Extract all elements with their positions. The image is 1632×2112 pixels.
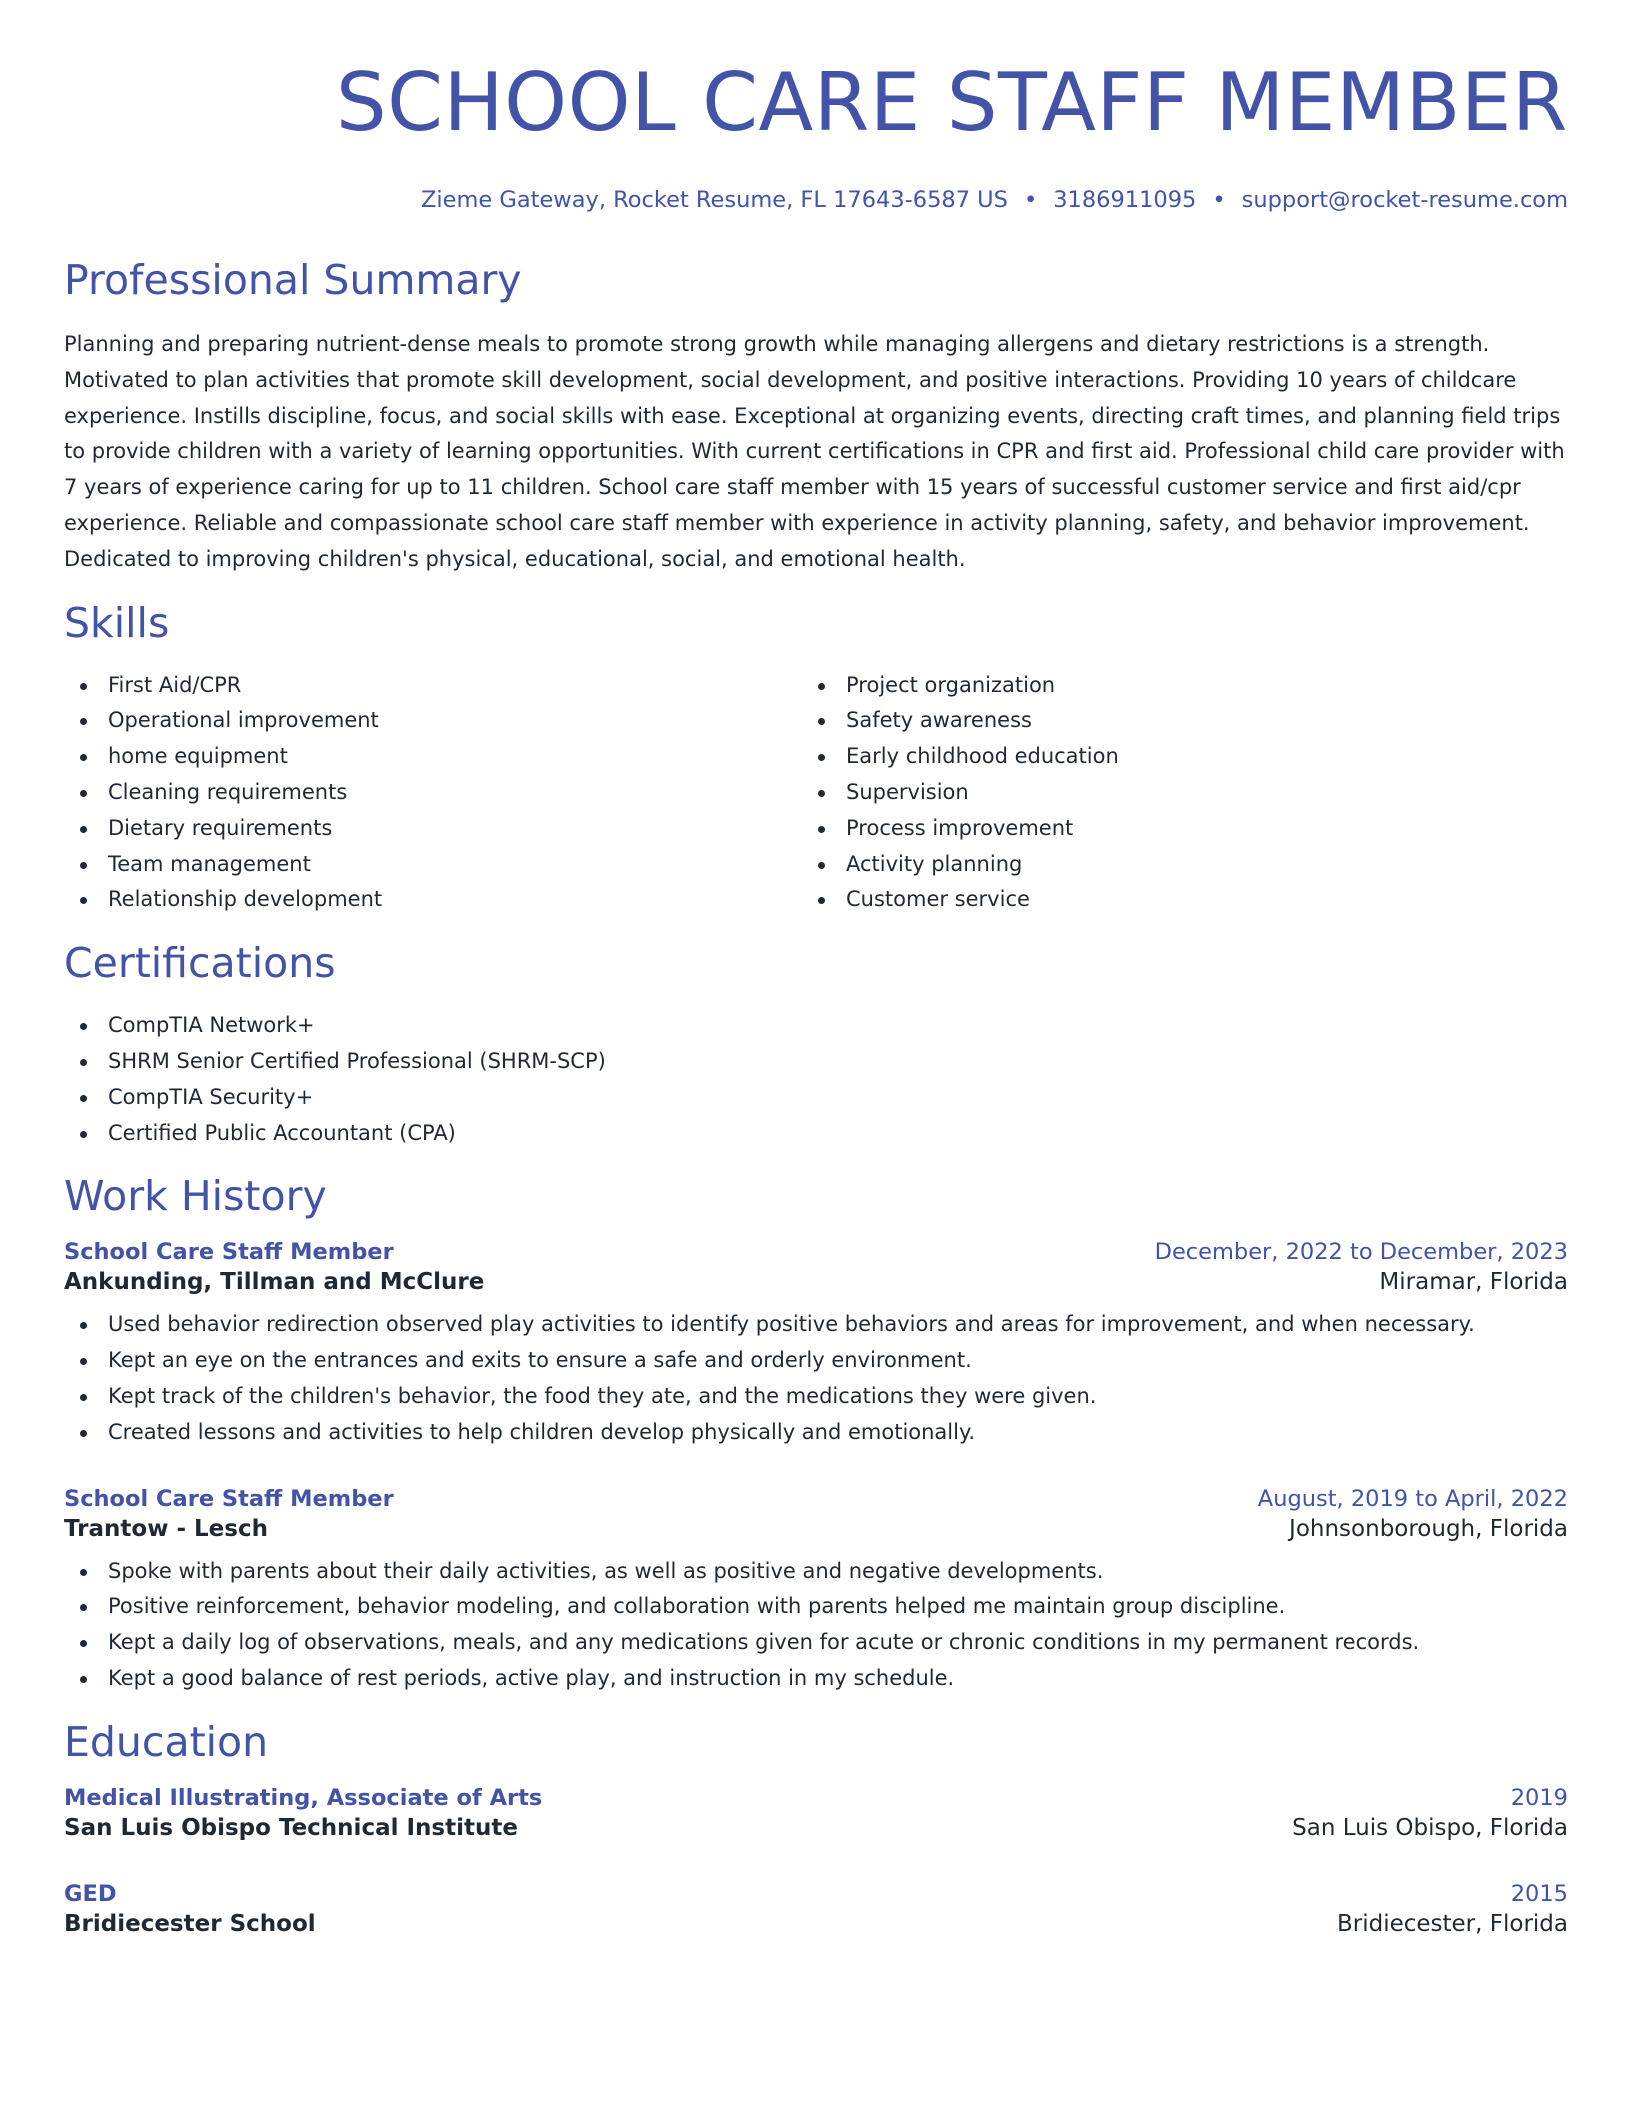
skill-item: Project organization xyxy=(802,668,1568,704)
job-header-row xyxy=(64,1237,1568,1267)
certification-item: SHRM Senior Certified Professional (SHRM-SCP) xyxy=(64,1044,1568,1080)
education-section xyxy=(64,1717,1568,1939)
job-location: Miramar, Florida xyxy=(1379,1269,1568,1296)
work-title: Work History xyxy=(64,1172,327,1221)
contact-address: Zieme Gateway, Rocket Resume, FL 17643-6587 US xyxy=(421,187,1008,213)
job-entry xyxy=(64,1484,1568,1697)
candidate-name: SCHOOL CARE STAFF MEMBER xyxy=(335,56,1568,149)
certifications-list xyxy=(64,1008,1568,1151)
job-entry xyxy=(64,1237,1568,1450)
skill-item: First Aid/CPR xyxy=(64,668,802,704)
education-school-row xyxy=(64,1909,1568,1939)
skill-item: Activity planning xyxy=(802,847,1568,883)
job-role: School Care Staff Member xyxy=(64,1485,394,1512)
skill-item: Customer service xyxy=(802,882,1568,918)
job-company-row xyxy=(64,1514,1568,1544)
education-header-row xyxy=(64,1879,1568,1909)
education-entry xyxy=(64,1783,1568,1843)
contact-separator: • xyxy=(1212,187,1226,213)
education-year: 2019 xyxy=(1510,1784,1568,1811)
summary-text: Planning and preparing nutrient-dense meals to promote strong growth while managing allergens and dietary restrictions is a strength. Motivated to plan activities that promote skill development, social development, and positive interactions. Providing 10 years of childcare experience. Instills discipline, focus, and social skills with ease. Exceptional at organizing events, directing craft times, and planning field trips to provide children with a variety of learning opportunities. With current certifications in CPR and first aid. Professional child care provider with 7 years of experience caring for up to 11 children. School care staff member with 15 years of successful customer service and first aid/cpr experience. Reliable and compassionate school care staff member with experience in activity planning, safety, and behavior improvement. Dedicated to improving children's physical, educational, social, and emotional health. xyxy=(64,332,1565,571)
education-title: Education xyxy=(64,1717,269,1766)
education-location: Bridiecester, Florida xyxy=(1336,1910,1568,1937)
skills-grid xyxy=(64,668,1568,919)
education-degree: Medical Illustrating, Associate of Arts xyxy=(64,1784,543,1811)
skills-list-left xyxy=(64,668,802,919)
job-bullets xyxy=(64,1554,1568,1697)
job-dates: December, 2022 to December, 2023 xyxy=(1154,1239,1568,1266)
skill-item: Safety awareness xyxy=(802,703,1568,739)
contact-email[interactable]: support@rocket-resume.com xyxy=(1241,187,1568,213)
skill-item: Early childhood education xyxy=(802,739,1568,775)
job-bullet: Spoke with parents about their daily activities, as well as positive and negative developments. xyxy=(64,1554,1568,1590)
skill-item: Operational improvement xyxy=(64,703,802,739)
certification-item: CompTIA Security+ xyxy=(64,1080,1568,1116)
skill-item: Supervision xyxy=(802,775,1568,811)
job-header-row xyxy=(64,1484,1568,1514)
skill-item: Team management xyxy=(64,847,802,883)
job-location: Johnsonborough, Florida xyxy=(1289,1515,1568,1542)
contact-phone: 3186911095 xyxy=(1053,187,1197,213)
education-degree: GED xyxy=(64,1880,117,1907)
education-school: Bridiecester School xyxy=(64,1910,316,1937)
job-bullet: Positive reinforcement, behavior modeling, and collaboration with parents helped me maintain group discipline. xyxy=(64,1589,1568,1625)
education-header-row xyxy=(64,1783,1568,1813)
education-school-row xyxy=(64,1813,1568,1843)
certification-item: CompTIA Network+ xyxy=(64,1008,1568,1044)
resume-header xyxy=(64,0,1568,215)
summary-title: Professional Summary xyxy=(64,256,522,304)
summary-section xyxy=(64,255,1568,578)
certifications-title: Certifications xyxy=(64,939,336,988)
skill-item: home equipment xyxy=(64,739,802,775)
job-bullet: Kept an eye on the entrances and exits to ensure a safe and orderly environment. xyxy=(64,1343,1568,1379)
job-bullet: Created lessons and activities to help children develop physically and emotionally. xyxy=(64,1415,1568,1451)
skill-item: Dietary requirements xyxy=(64,811,802,847)
education-location: San Luis Obispo, Florida xyxy=(1292,1814,1568,1841)
job-company: Ankunding, Tillman and McClure xyxy=(64,1269,485,1296)
job-bullet: Used behavior redirection observed play activities to identify positive behaviors and areas for improvement, and when necessary. xyxy=(64,1307,1568,1343)
skills-list-right xyxy=(802,668,1568,919)
education-school: San Luis Obispo Technical Institute xyxy=(64,1814,518,1841)
job-bullet: Kept track of the children's behavior, the food they ate, and the medications they were given. xyxy=(64,1379,1568,1415)
skill-item: Cleaning requirements xyxy=(64,775,802,811)
certifications-section xyxy=(64,938,1568,1151)
contact-line xyxy=(64,185,1568,215)
certification-item: Certified Public Accountant (CPA) xyxy=(64,1116,1568,1152)
job-company: Trantow - Lesch xyxy=(64,1515,268,1542)
skill-item: Relationship development xyxy=(64,882,802,918)
job-bullets xyxy=(64,1307,1568,1450)
work-section xyxy=(64,1171,1568,1696)
job-dates: August, 2019 to April, 2022 xyxy=(1257,1485,1568,1512)
job-company-row xyxy=(64,1267,1568,1297)
job-role: School Care Staff Member xyxy=(64,1239,394,1266)
job-bullet: Kept a daily log of observations, meals, and any medications given for acute or chronic conditions in my permanent records. xyxy=(64,1625,1568,1661)
job-bullet: Kept a good balance of rest periods, active play, and instruction in my schedule. xyxy=(64,1661,1568,1697)
skill-item: Process improvement xyxy=(802,811,1568,847)
education-year: 2015 xyxy=(1510,1880,1568,1907)
skills-section xyxy=(64,598,1568,919)
contact-separator: • xyxy=(1023,187,1038,213)
skills-title: Skills xyxy=(64,598,170,647)
education-entry xyxy=(64,1879,1568,1939)
